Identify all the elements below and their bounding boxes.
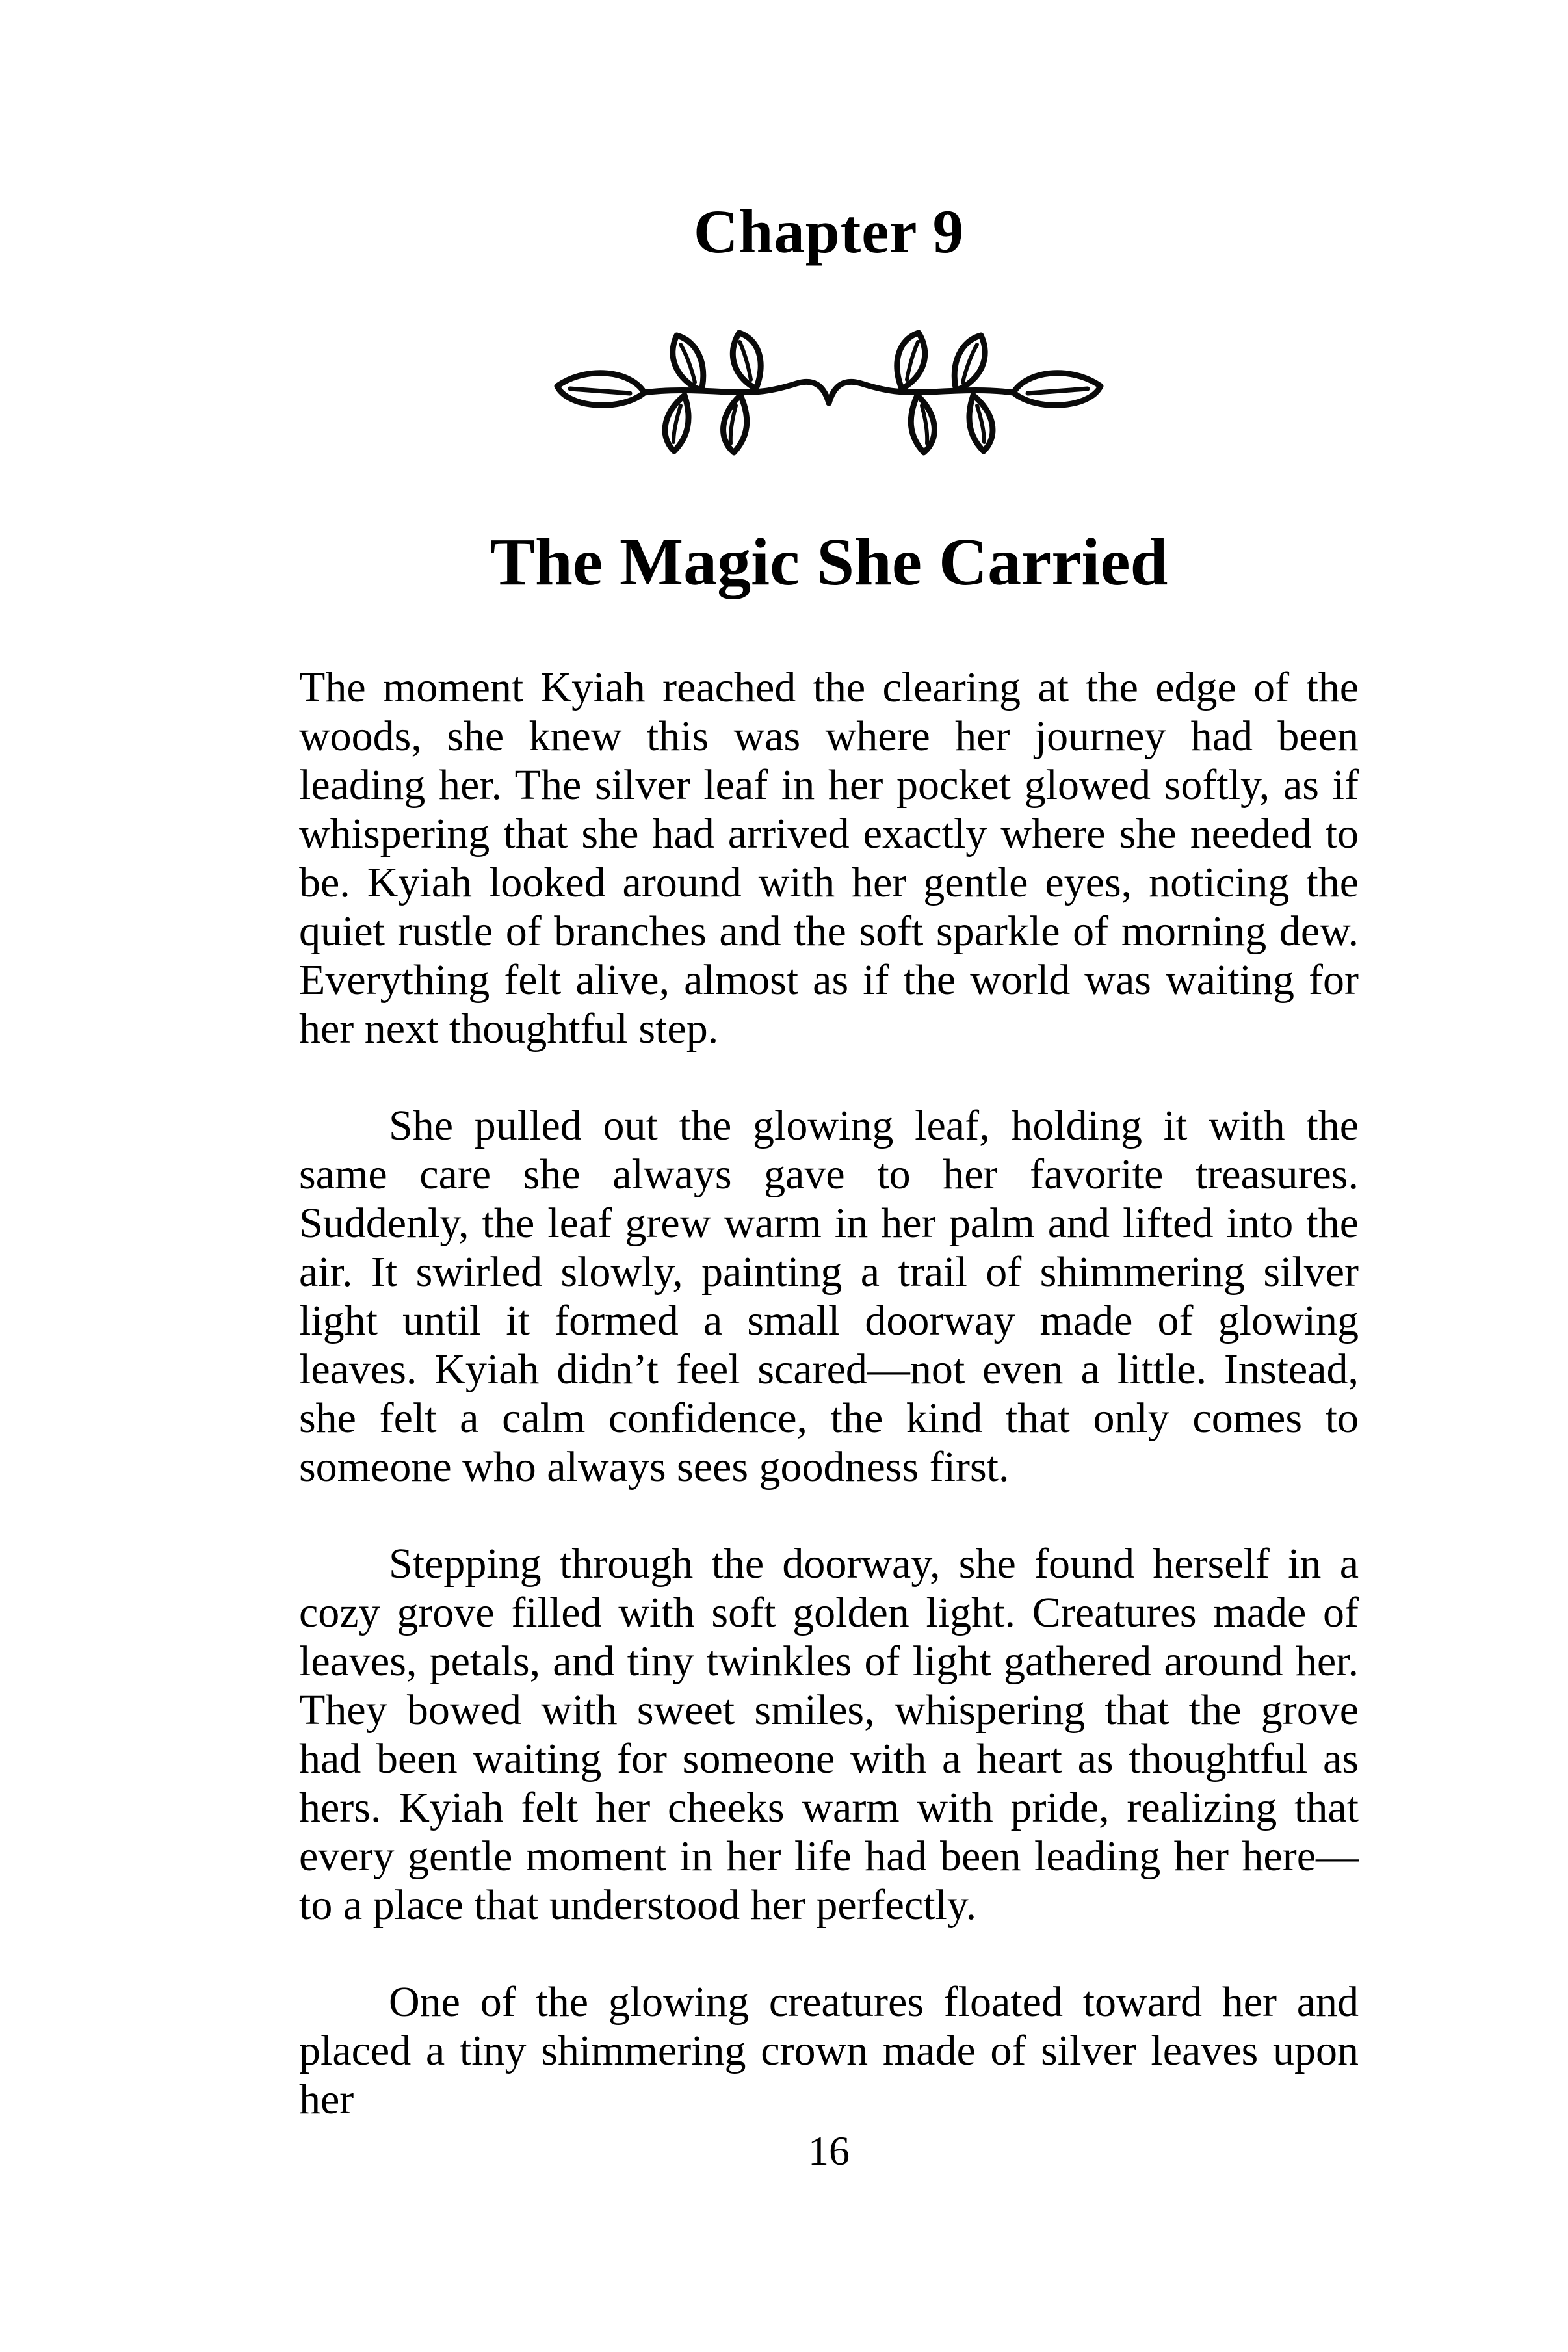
laurel-branch-right — [829, 333, 1101, 452]
chapter-body — [299, 663, 1359, 2172]
laurel-divider-icon — [543, 330, 1115, 457]
laurel-branch-left — [557, 333, 829, 452]
chapter-heading: Chapter 9 — [693, 197, 965, 266]
page-number: 16 — [808, 2128, 850, 2174]
chapter-title: The Magic She Carried — [490, 525, 1168, 599]
paragraph-1: The moment Kyiah reached the clearing at the edge of the woods, she knew this was where her journey had been leading her. The silver leaf in her pocket glowed softly, as if whispering that she had arrived exactly where she needed to be. Kyiah looked around with her gentle eyes, noticing the quiet rustle of branches and the soft sparkle of morning dew. Everything felt alive, almost as if the world was waiting for her next thoughtful step. — [299, 664, 1359, 1052]
paragraph-2: She pulled out the glowing leaf, holding it with the same care she always gave to her favorite treasures. Suddenly, the leaf grew warm in her palm and lifted into the air. It swirled slowly, painting a trail of shimmering silver light until it formed a small doorway made of glowing leaves. Kyiah didn’t feel scared—not even a little. Instead, she felt a calm confidence, the kind that only comes to someone who always sees goodness first. — [299, 1102, 1359, 1491]
chapter-ornament — [299, 330, 1359, 460]
paragraph-4: One of the glowing creatures floated toward her and placed a tiny shimmering crown made of silver leaves upon her — [299, 1978, 1359, 2123]
paragraph-3: Stepping through the doorway, she found herself in a cozy grove filled with soft golden light. Creatures made of leaves, petals, and tiny twinkles of light gathered around her. They bowed with sweet smiles, whispering that the grove had been waiting for someone with a heart as thoughtful as hers. Kyiah felt her cheeks warm with pride, realizing that every gentle moment in her life had been leading her here—to a place that understood her perfectly. — [299, 1540, 1359, 1929]
